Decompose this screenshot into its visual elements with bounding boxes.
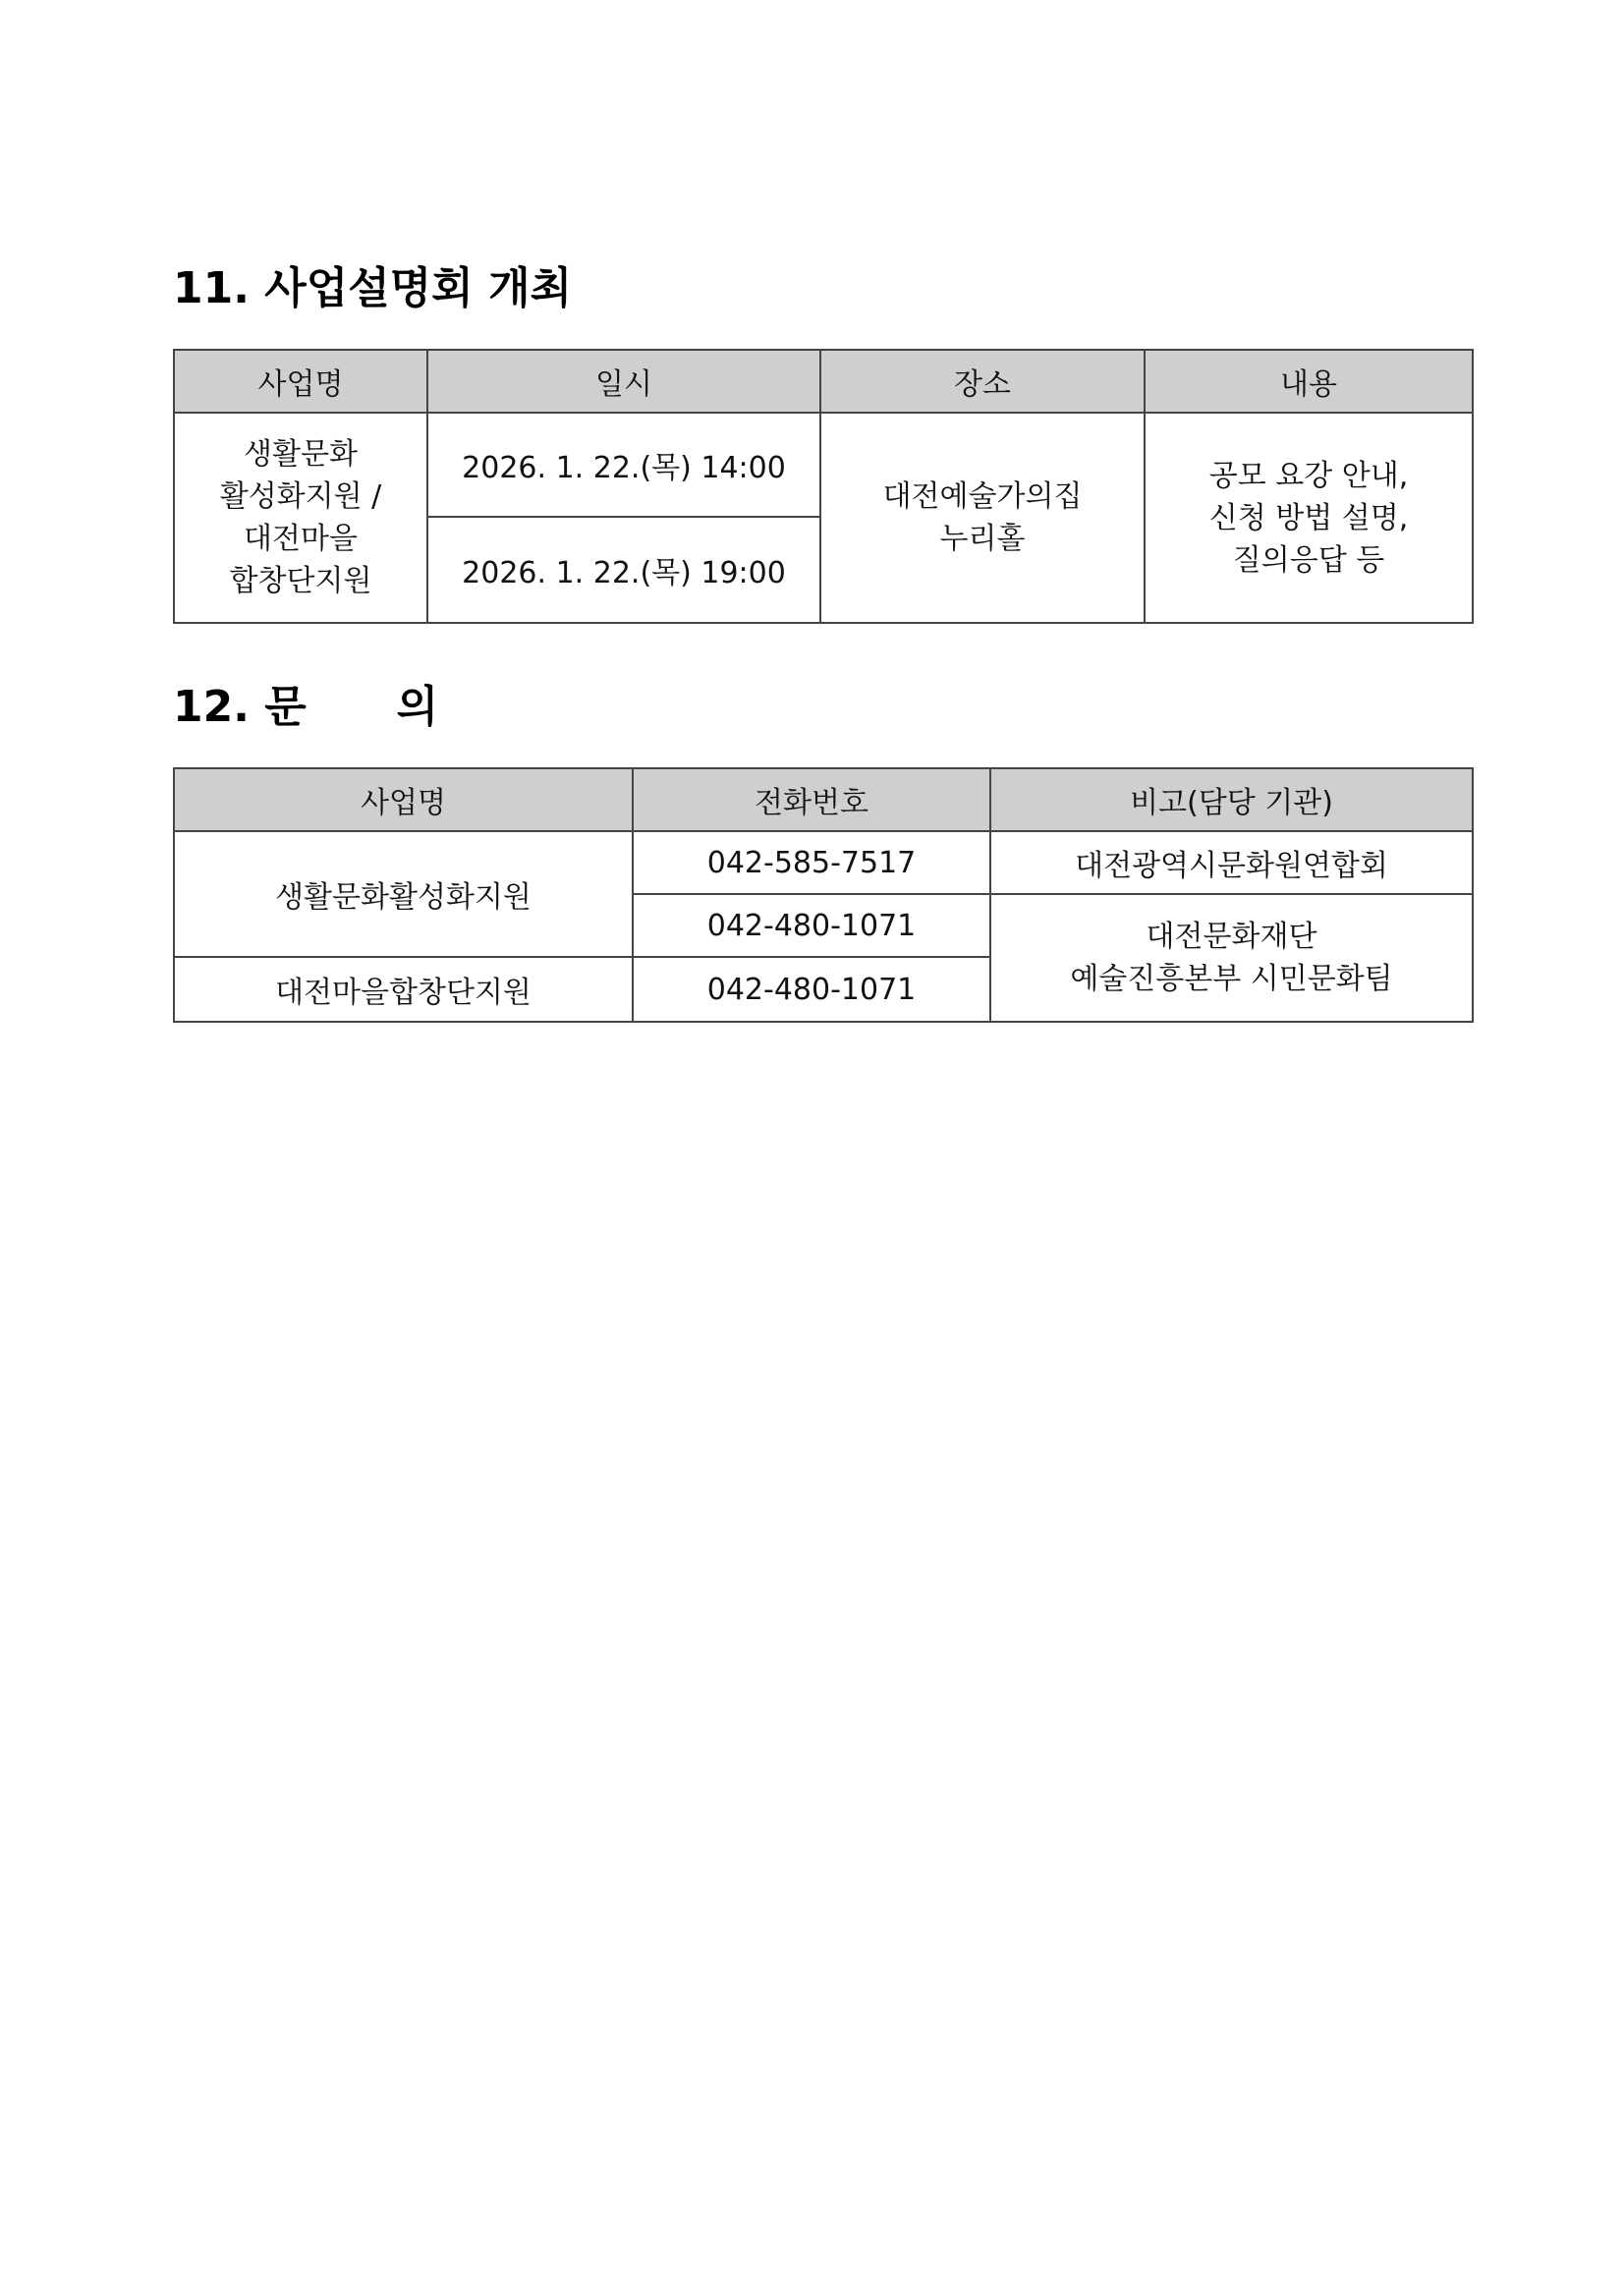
header-program: 사업명 <box>174 350 427 413</box>
table-header-row <box>174 350 1473 413</box>
content-line: 신청 방법 설명, <box>1208 500 1409 535</box>
program-line: 생활문화 <box>244 437 358 472</box>
venue-line: 누리홀 <box>939 522 1026 556</box>
table-row <box>174 413 1473 517</box>
note-line: 대전문화재단 <box>1146 920 1317 954</box>
header-phone: 전화번호 <box>633 768 990 831</box>
table-row <box>174 831 1473 894</box>
cell-note-foundation <box>990 894 1473 1022</box>
program-line: 활성화지원 / <box>219 479 382 514</box>
cell-phone: 042-585-7517 <box>633 831 990 894</box>
program-line: 합창단지원 <box>229 564 372 598</box>
header-datetime: 일시 <box>427 350 820 413</box>
section-title-briefing: 11. 사업설명회 개최 <box>173 263 573 313</box>
header-content: 내용 <box>1145 350 1473 413</box>
program-line: 대전마을 <box>244 522 358 556</box>
note-line: 예술진흥본부 시민문화팀 <box>1070 962 1393 996</box>
cell-phone: 042-480-1071 <box>633 894 990 957</box>
venue-line: 대전예술가의집 <box>882 479 1083 514</box>
content-line: 공모 요강 안내, <box>1208 458 1409 493</box>
cell-content <box>1145 413 1473 623</box>
table-header-row <box>174 768 1473 831</box>
header-note: 비고(담당 기관) <box>990 768 1473 831</box>
content-line: 질의응답 등 <box>1232 542 1385 578</box>
briefing-table <box>173 349 1474 624</box>
cell-note-federation: 대전광역시문화원연합회 <box>990 831 1473 894</box>
cell-program-life-culture: 생활문화활성화지원 <box>174 831 633 957</box>
cell-datetime-2: 2026. 1. 22.(목) 19:00 <box>427 517 820 623</box>
inquiry-table <box>173 767 1474 1023</box>
cell-program-choir: 대전마을합창단지원 <box>174 957 633 1022</box>
section-title-inquiry: 12. 문 의 <box>173 682 439 732</box>
cell-datetime-1: 2026. 1. 22.(목) 14:00 <box>427 413 820 517</box>
cell-program <box>174 413 427 623</box>
header-venue: 장소 <box>820 350 1145 413</box>
cell-phone: 042-480-1071 <box>633 957 990 1022</box>
cell-venue <box>820 413 1145 623</box>
header-program: 사업명 <box>174 768 633 831</box>
